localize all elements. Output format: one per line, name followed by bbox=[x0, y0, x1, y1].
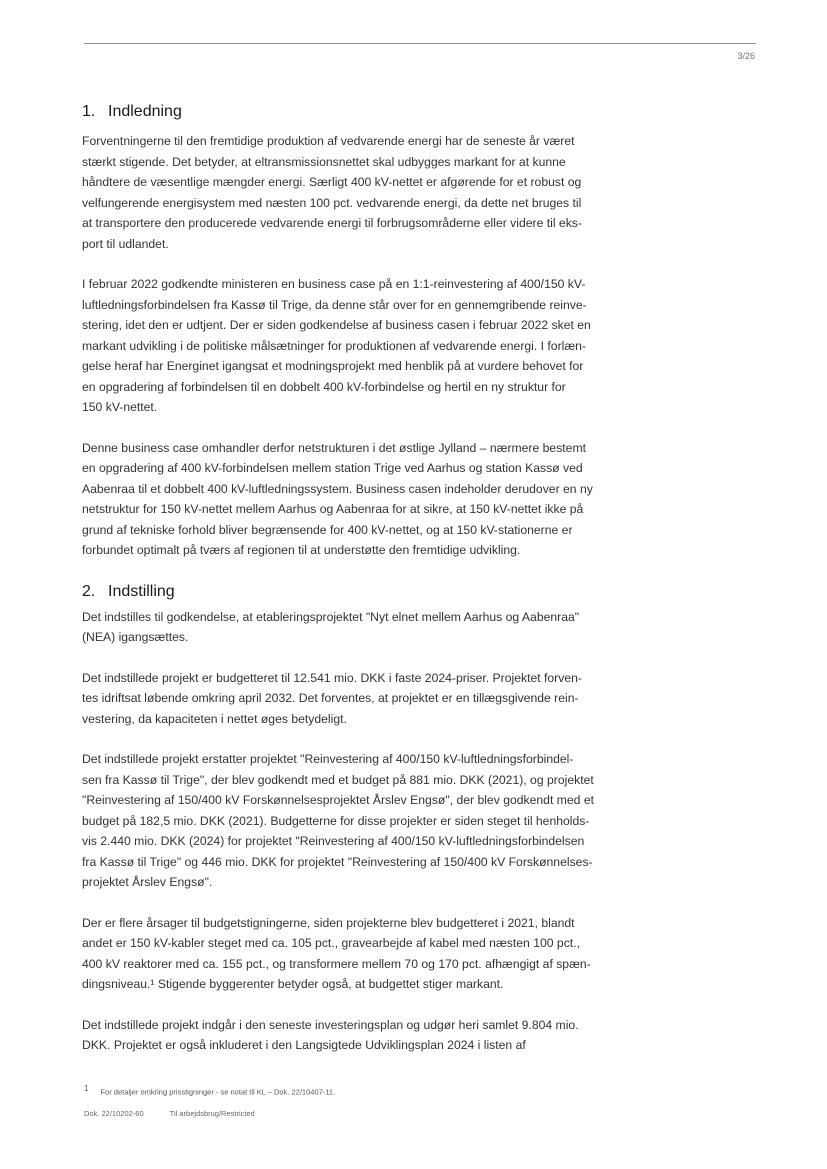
paragraph: Det indstillede projekt indgår i den seneste investeringsplan og udgør heri samlet 9.804 mio. DKK. Projektet er også inkluderet i den Langsigtede Udviklingsplan 2024 i listen af bbox=[82, 1017, 579, 1052]
section-indstilling bbox=[82, 583, 612, 1056]
paragraph: Forventningerne til den fremtidige produktion af vedvarende energi har de seneste år været stærkt stigende. Det betyder, at eltransmissionsnettet skal udbygges markant for at kunne håndtere de væsentlige mængder energi. Særligt 400 kV-nettet er afgørende for et robust og velfungerende energisystem med næsten 100 pct. vedvarende energi, da dette net bruges til at transportere den producerede vedvarende energi til forbrugsområderne eller videre til eks- port til udlandet. bbox=[82, 134, 582, 251]
paragraph: I februar 2022 godkendte ministeren en business case på en 1:1-reinvestering af 400/150 kV- luftledningsforbindelsen fra Kassø til Trige, da denne står over for en gennemgribende reinve- stering, idet den er udtjent. Der er siden godkendelse af business casen i februar 2022 sket en markant udvikling i de politiske målsætninger for produktionen af vedvarende energi. I forlæn- gelse heraf har Energinet igangsat et modningsprojekt med henblik på at vurdere behovet for en opgradering af forbindelsen til en dobbelt 400 kV-forbindelse og hertil en ny struktur for 150 kV-nettet. bbox=[82, 277, 591, 414]
footnote-text: For detaljer omkring prisstigninger - se notat til KL – Dok. 22/10407-11. bbox=[100, 1087, 336, 1097]
page-number: 3/26 bbox=[737, 51, 755, 61]
section-heading: 1. Indledning bbox=[82, 103, 182, 120]
paragraph: Det indstillede projekt er budgetteret til 12.541 mio. DKK i faste 2024-priser. Projektet forven- tes idriftsat løbende omkring april 2032. Det forventes, at projektet er en tillægsgivende rein- vestering, da kapaciteten i nettet øges betydeligt. bbox=[82, 670, 582, 726]
document-body bbox=[82, 103, 612, 1056]
doc-reference: Dok. 22/10202-60 bbox=[84, 1109, 144, 1118]
section-heading: 2. Indstilling bbox=[82, 582, 175, 600]
classification-label: Til arbejdsbrug/Restricted bbox=[169, 1109, 255, 1118]
document-footer bbox=[84, 1109, 255, 1118]
section-indledning bbox=[82, 103, 612, 561]
header-rule bbox=[84, 43, 756, 44]
footnote bbox=[84, 1084, 335, 1097]
paragraph: Der er flere årsager til budgetstigningerne, siden projekterne blev budgetteret i 2021, blandt andet er 150 kV-kabler steget med ca. 105 pct., gravearbejde af kabel med næsten 100 pct., 400 kV reaktorer med ca. 155 pct., og transformere mellem 70 og 170 pct. afhængigt af spæn- dingsniveau.¹ Stigende byggerenter betyder også, at budgettet stiger markant. bbox=[82, 915, 591, 991]
footnote-marker: 1 bbox=[84, 1084, 89, 1093]
paragraph: Det indstilles til godkendelse, at etableringsprojektet "Nyt elnet mellem Aarhus og Aabenraa" (NEA) igangsættes. bbox=[82, 609, 580, 644]
paragraph: Denne business case omhandler derfor netstrukturen i det østlige Jylland – nærmere bestemt en opgradering af 400 kV-forbindelsen mellem station Trige ved Aarhus og station Kassø ved Aabenraa til et dobbelt 400 kV-luftledningssystem. Business casen indeholder derudover en ny netstruktur for 150 kV-nettet mellem Aarhus og Aabenraa for at sikre, at 150 kV-nettet ikke på grund af tekniske forhold bliver begrænsende for 400 kV-nettet, og at 150 kV-stationerne er forbundet optimalt på tværs af regionen til at understøtte den fremtidige udvikling. bbox=[82, 440, 593, 557]
paragraph: Det indstillede projekt erstatter projektet "Reinvestering af 400/150 kV-luftledningsforbindel- sen fra Kassø til Trige", der blev godkendt med et budget på 881 mio. DKK (2021), og projektet "Reinvestering af 150/400 kV Forskønnelsesprojektet Årslev Engsø", der blev godkendt med et budget på 182,5 mio. DKK (2021). Budgetterne for disse projekter er siden steget til henholds- vis 2.440 mio. DKK (2024) for projektet "Reinvestering af 400/150 kV-luftledningsforbindelsen fra Kassø til Trige" og 446 mio. DKK for projektet "Reinvestering af 150/400 kV Forskønnelses- projektet Årslev Engsø". bbox=[82, 752, 594, 889]
